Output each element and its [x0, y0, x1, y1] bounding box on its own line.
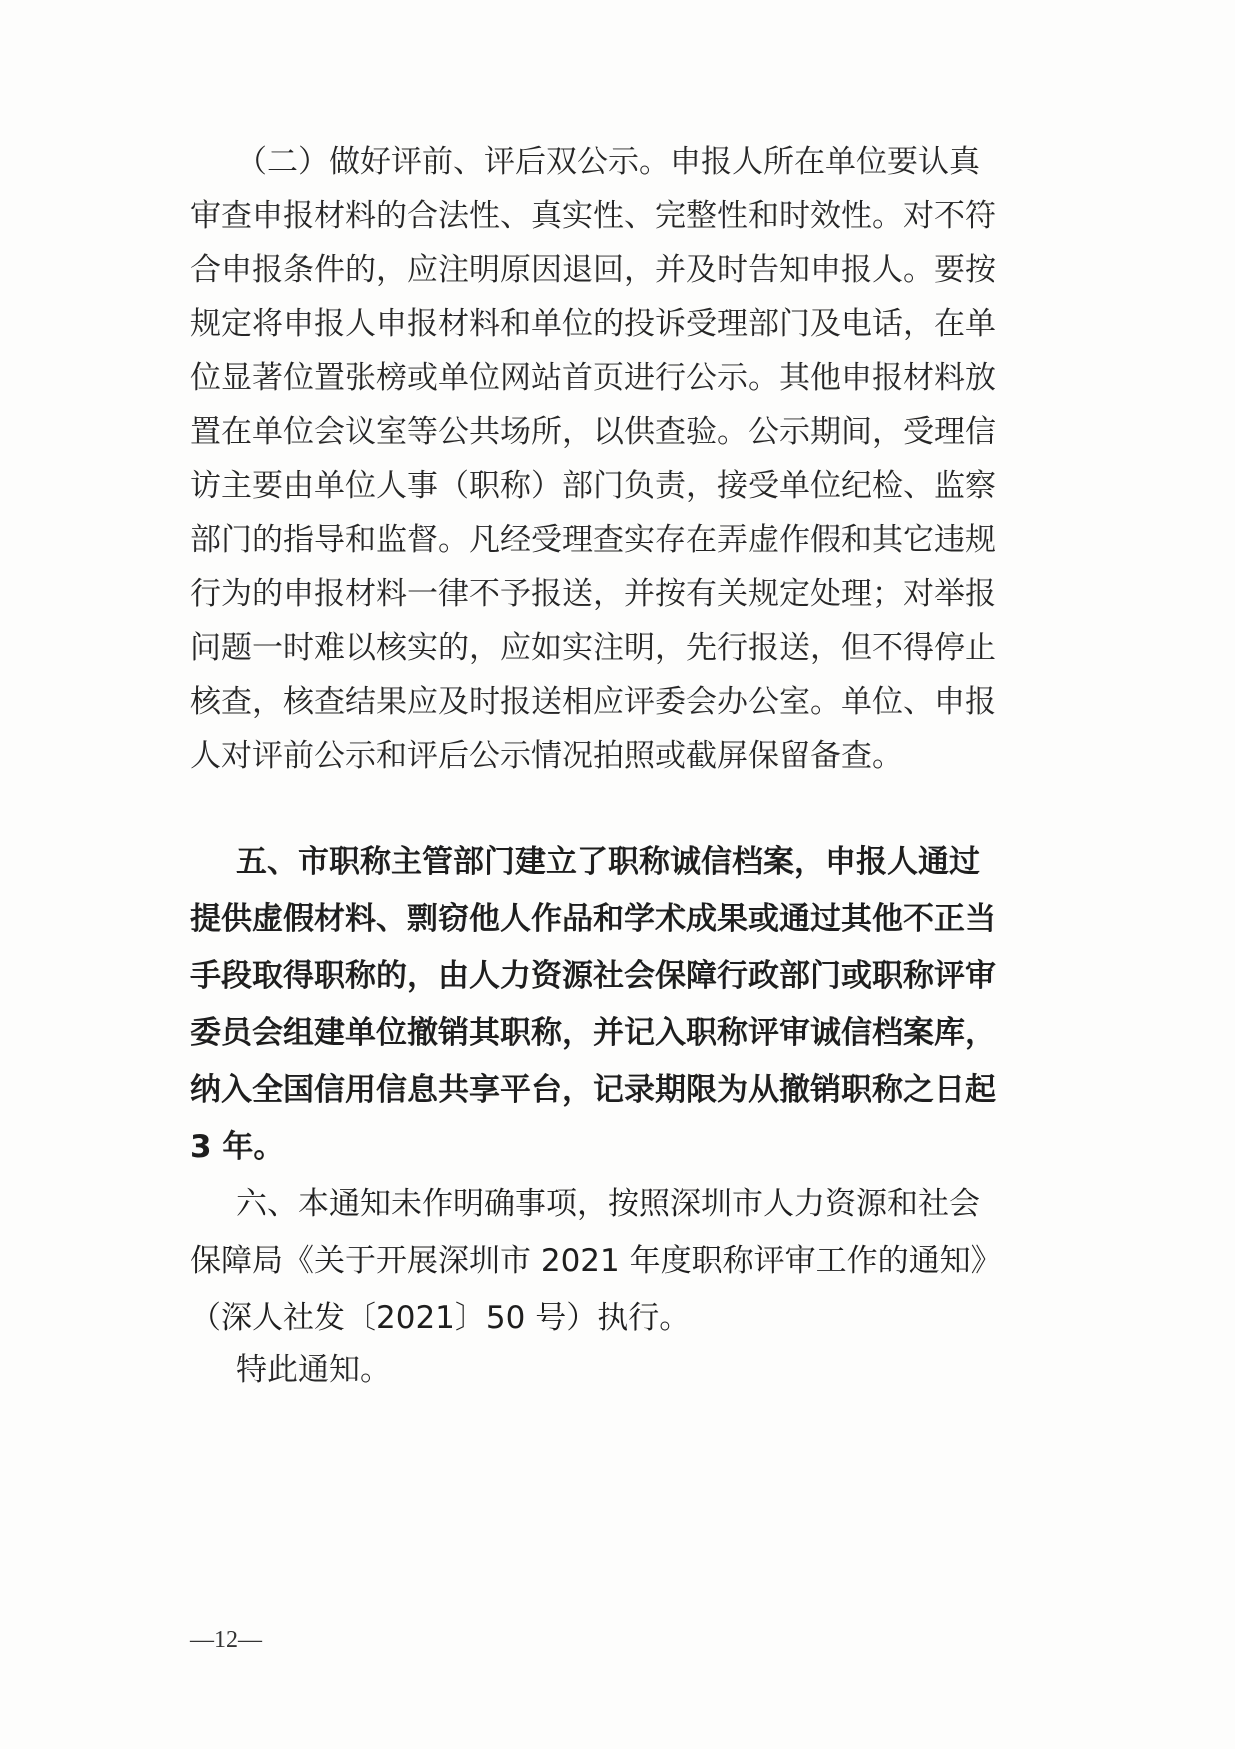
paragraph-line: 部门的指导和监督。凡经受理查实存在弄虚作假和其它违规 — [190, 522, 996, 558]
section-5-line: 3 年。 — [190, 1129, 285, 1165]
paragraph-line: 核查，核查结果应及时报送相应评委会办公室。单位、申报 — [190, 684, 996, 720]
section-5-line: 五、市职称主管部门建立了职称诚信档案，申报人通过 — [236, 844, 980, 880]
paragraph-line: 审查申报材料的合法性、真实性、完整性和时效性。对不符 — [190, 198, 996, 234]
section-6-line: （深人社发〔2021〕50 号）执行。 — [190, 1300, 691, 1336]
section-5-line: 纳入全国信用信息共享平台，记录期限为从撤销职称之日起 — [190, 1072, 996, 1108]
section-5-line: 委员会组建单位撤销其职称，并记入职称评审诚信档案库， — [190, 1015, 996, 1051]
paragraph-line: 访主要由单位人事（职称）部门负责，接受单位纪检、监察 — [190, 468, 996, 504]
paragraph-line: 规定将申报人申报材料和单位的投诉受理部门及电话，在单 — [190, 306, 996, 342]
section-6-line: 六、本通知未作明确事项，按照深圳市人力资源和社会 — [236, 1186, 980, 1222]
closing-text: 特此通知。 — [236, 1352, 391, 1388]
page-number: —12— — [190, 1627, 262, 1653]
section-6-line: 保障局《关于开展深圳市 2021 年度职称评审工作的通知》 — [190, 1243, 1002, 1279]
paragraph-line: 合申报条件的，应注明原因退回，并及时告知申报人。要按 — [190, 252, 996, 288]
paragraph-line: 问题一时难以核实的，应如实注明，先行报送，但不得停止 — [190, 630, 996, 666]
paragraph-line: 人对评前公示和评后公示情况拍照或截屏保留备查。 — [190, 738, 903, 774]
section-5-line: 手段取得职称的，由人力资源社会保障行政部门或职称评审 — [190, 958, 996, 994]
section-5-line: 提供虚假材料、剽窃他人作品和学术成果或通过其他不正当 — [190, 901, 996, 937]
paragraph-line: （二）做好评前、评后双公示。申报人所在单位要认真 — [236, 144, 980, 180]
paragraph-line: 置在单位会议室等公共场所，以供查验。公示期间，受理信 — [190, 414, 996, 450]
paragraph-line: 行为的申报材料一律不予报送，并按有关规定处理；对举报 — [190, 576, 996, 612]
paragraph-line: 位显著位置张榜或单位网站首页进行公示。其他申报材料放 — [190, 360, 996, 396]
